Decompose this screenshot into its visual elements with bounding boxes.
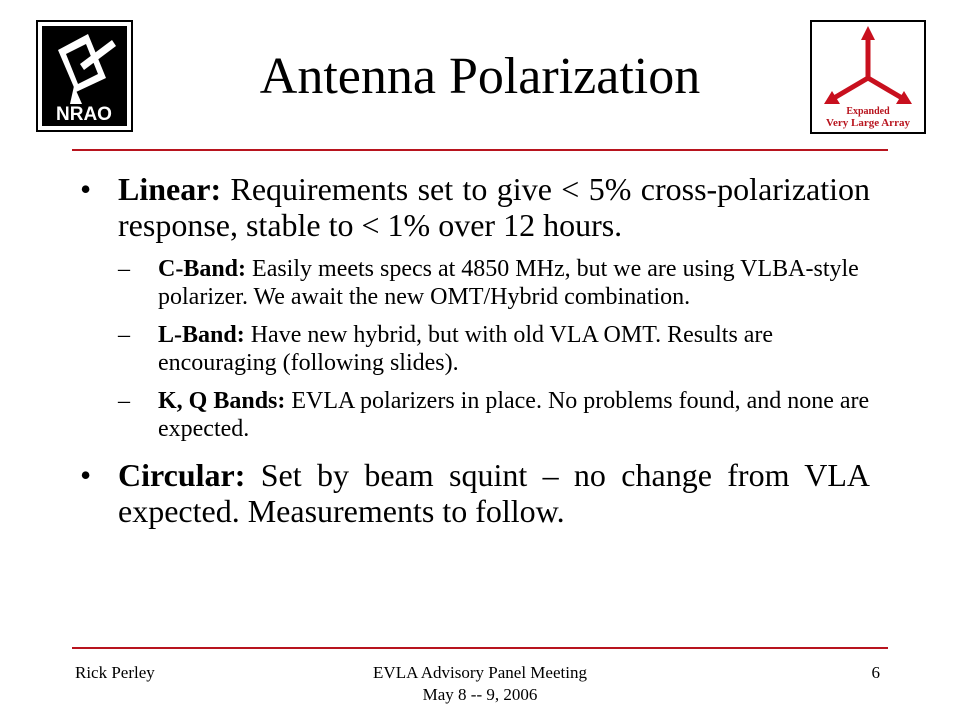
bullet-linear [80, 171, 870, 243]
slide-body [80, 171, 870, 541]
footer-page-number: 6 [871, 663, 880, 682]
bullet-dot: • [80, 171, 92, 207]
footer-author: Rick Perley [75, 663, 155, 682]
subitem-term: L-Band: [158, 322, 245, 348]
bullet-text: Set by beam squint – no change from VLA expected. Measurements to follow. [118, 457, 870, 529]
bullet-circular [80, 457, 870, 529]
subitem-c-band [118, 255, 870, 311]
bullet-term: Circular: [118, 457, 246, 493]
bullet-dot: • [80, 457, 92, 493]
dash: – [118, 256, 130, 282]
footer-meeting-name: EVLA Advisory Panel Meeting [373, 663, 587, 682]
subitem-l-band [118, 321, 870, 377]
linear-subitems [80, 255, 870, 443]
nrao-logo-text: NRAO [56, 104, 112, 125]
bullet-text: Requirements set to give < 5% cross-polarization response, stable to < 1% over 12 hours. [118, 171, 870, 243]
subitem-kq-bands [118, 387, 870, 443]
bottom-divider [72, 647, 888, 649]
slide-title: Antenna Polarization [259, 48, 701, 105]
footer-date: May 8 -- 9, 2006 [422, 685, 538, 704]
subitem-text: EVLA polarizers in place. No problems found, and none are expected. [158, 388, 870, 442]
bullet-term: Linear: [118, 171, 222, 207]
subitem-text: Easily meets specs at 4850 MHz, but we are using VLBA-style polarizer. We await the new OMT/Hybrid combination. [158, 256, 859, 310]
dash: – [118, 322, 130, 348]
subitem-text: Have new hybrid, but with old VLA OMT. Results are encouraging (following slides). [158, 322, 774, 376]
top-divider [72, 149, 888, 151]
dash: – [118, 388, 130, 414]
evla-logo-text-1: Expanded [846, 106, 890, 117]
subitem-term: C-Band: [158, 256, 247, 282]
evla-logo-text-2: Very Large Array [826, 117, 910, 129]
subitem-term: K, Q Bands: [158, 388, 286, 414]
footer-meeting [230, 662, 730, 706]
